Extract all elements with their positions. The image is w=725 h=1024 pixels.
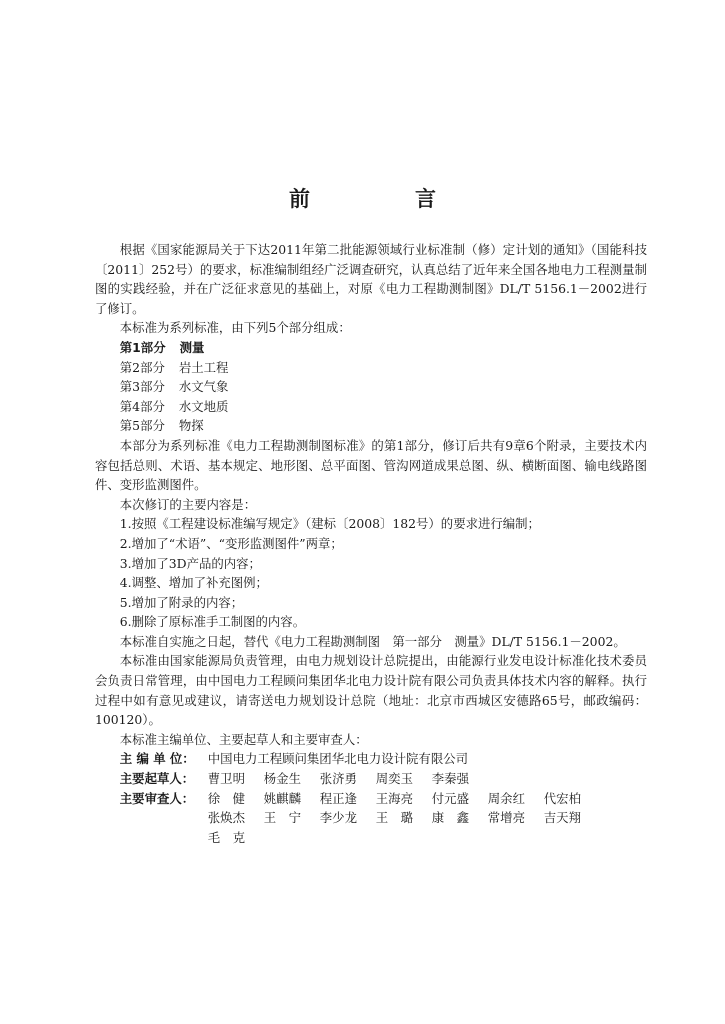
part-item-4: 第4部分 水文地质 — [119, 398, 229, 414]
reviewer-name: 毛 克 — [207, 829, 245, 845]
intro-paragraph: 根据《国家能源局关于下达2011年第二批能源领域行业标准制（修）定计划的通知》（国能科技〔2011〕252号）的要求，标准编制组经广泛调查研究，认真总结了近年来全国各地电力工程测量制图的实践经验，并在广泛征求意见的基础上，对原《电力工程勘测制图》DL/T 5156.1－2002进行了修订。 — [95, 242, 647, 316]
contributors-block — [95, 749, 647, 847]
reviewer-name: 代宏柏 — [543, 790, 581, 806]
drafter-name: 张济勇 — [319, 771, 357, 787]
reviewers-label: 主要审查人： — [119, 790, 195, 806]
reviewer-name: 姚麒麟 — [263, 790, 301, 806]
management-paragraph: 本标准由国家能源局负责管理，由电力规划设计总院提出，由能源行业发电设计标准化技术委员会负责日常管理，由中国电力工程顾问集团华北电力设计院有限公司负责具体技术内容的解释。执行过程中如有意见或建议，请寄送电力规划设计总院（地址：北京市西城区安德路65号，邮政编码：100120）。 — [95, 653, 647, 728]
parts-intro: 本标准为系列标准，由下列5个部分组成： — [119, 320, 351, 336]
drafter-name: 曹卫明 — [207, 771, 245, 787]
reviewer-name: 周余红 — [487, 790, 525, 806]
drafters-label: 主要起草人： — [119, 771, 195, 787]
revision-item-3: 3.增加了3D产品的内容； — [119, 555, 261, 571]
revision-item-6: 6.删除了原标准手工制图的内容。 — [119, 614, 306, 630]
revision-item-2: 2.增加了“术语”、“变形监测图件”两章； — [119, 535, 343, 551]
reviewer-name: 王 宁 — [263, 810, 301, 826]
reviewer-name: 李少龙 — [319, 810, 357, 826]
reviewer-name: 徐 健 — [207, 790, 245, 806]
parts-list — [95, 338, 647, 436]
reviewer-name: 吉天翔 — [543, 810, 581, 826]
reviewer-name: 王海亮 — [375, 790, 413, 806]
reviewer-name: 常增亮 — [487, 810, 525, 826]
chief-unit-value: 中国电力工程顾问集团华北电力设计院有限公司 — [207, 751, 468, 767]
chief-unit-row — [95, 749, 647, 769]
contributors-intro: 本标准主编单位、主要起草人和主要审查人： — [119, 731, 368, 747]
preface-body — [95, 240, 647, 847]
drafter-name: 杨金生 — [263, 771, 301, 787]
reviewers-row — [95, 789, 647, 848]
part-item-5: 第5部分 物探 — [119, 418, 204, 434]
revision-item-5: 5.增加了附录的内容； — [119, 594, 244, 610]
reviewer-name: 康 鑫 — [431, 810, 469, 826]
reviewer-name: 张焕杰 — [207, 810, 245, 826]
part-item-2: 第2部分 岩土工程 — [119, 359, 229, 375]
revision-item-4: 4.调整、增加了补充图例； — [119, 575, 268, 591]
revision-list — [95, 514, 647, 632]
reviewer-name: 王 璐 — [375, 810, 413, 826]
chief-unit-label: 主 编 单 位： — [119, 751, 195, 767]
drafter-name: 李秦强 — [431, 771, 469, 787]
revision-intro: 本次修订的主要内容是： — [119, 496, 257, 512]
replacement-paragraph: 本标准自实施之日起，替代《电力工程勘测制图 第一部分 测量》DL/T 5156.1－2002。 — [119, 633, 626, 649]
scope-paragraph: 本部分为系列标准《电力工程勘测制图标准》的第1部分，修订后共有9章6个附录，主要技术内容包括总则、术语、基本规定、地形图、总平面图、管沟网道成果总图、纵、横断面图、输电线路图件、变形监测图件。 — [95, 437, 647, 493]
reviewer-name: 程正逢 — [319, 790, 357, 806]
drafters-names — [208, 769, 647, 789]
reviewer-name: 付元盛 — [431, 790, 469, 806]
drafters-row — [95, 769, 647, 789]
part-item-1: 第1部分 测量 — [119, 339, 205, 355]
drafter-name: 周奕玉 — [375, 771, 413, 787]
revision-item-1: 1.按照《工程建设标准编写规定》（建标〔2008〕182号）的要求进行编制； — [119, 516, 540, 532]
reviewers-names — [208, 789, 647, 848]
page-title: 前 言 — [289, 187, 478, 211]
part-item-3: 第3部分 水文气象 — [119, 379, 229, 395]
